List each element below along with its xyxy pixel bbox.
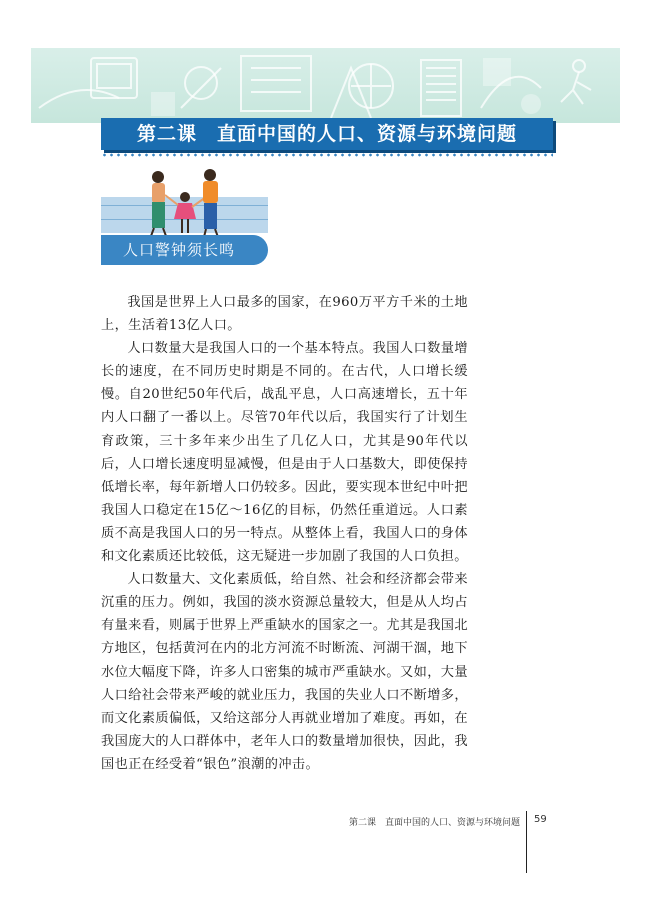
footer-divider [526,811,527,873]
body-text [101,291,468,776]
banner-collage-icon [31,48,620,123]
section-heading: 人口警钟须长鸣 [101,235,268,265]
paragraph: 人口数量大、文化素质低，给自然、社会和经济都会带来沉重的压力。例如，我国的淡水资源总量较大，但是从人均占有量来看，则属于世界上严重缺水的国家之一。尤其是我国北方地区，包括黄河在内的北方河流不时断流、河湖干涸，地下水位大幅度下降，许多人口密集的城市严重缺水。又如，大量人口给社会带来严峻的就业压力，我国的失业人口不断增多，而文化素质偏低，又给这部分人再就业增加了难度。再如，在我国庞大的人口群体中，老年人口的数量增加很快，因此，我国也正在经受着“银色”浪潮的冲击。 [101,572,468,772]
page-number: 59 [534,814,547,825]
header-banner [31,48,620,123]
family-walking-icon [140,167,230,239]
running-title: 第二课 直面中国的人口、资源与环境问题 [348,818,520,828]
paragraph: 人口数量大是我国人口的一个基本特点。我国人口数量增长的速度，在不同历史时期是不同的。在古代，人口增长缓慢。自20世纪50年代后，战乱平息，人口高速增长，五十年内人口翻了一番以上。尽管70年代以后，我国实行了计划生育政策，三十多年来少出生了几亿人口，尤其是90年代以后，人口增长速度明显减慢，但是由于人口基数大，即使保持低增长率，每年新增人口仍较多。因此，要实现本世纪中叶把我国人口稳定在15亿～16亿的目标，仍然任重道远。人口素质不高是我国人口的另一特点。从整体上看，我国人口的身体和文化素质还比较低，这无疑进一步加剧了我国的人口负担。 [101,341,468,565]
lesson-title: 第二课 直面中国的人口、资源与环境问题 [101,118,553,150]
title-divider [101,153,553,157]
paragraph: 我国是世界上人口最多的国家，在960万平方千米的土地上，生活着13亿人口。 [101,295,468,334]
